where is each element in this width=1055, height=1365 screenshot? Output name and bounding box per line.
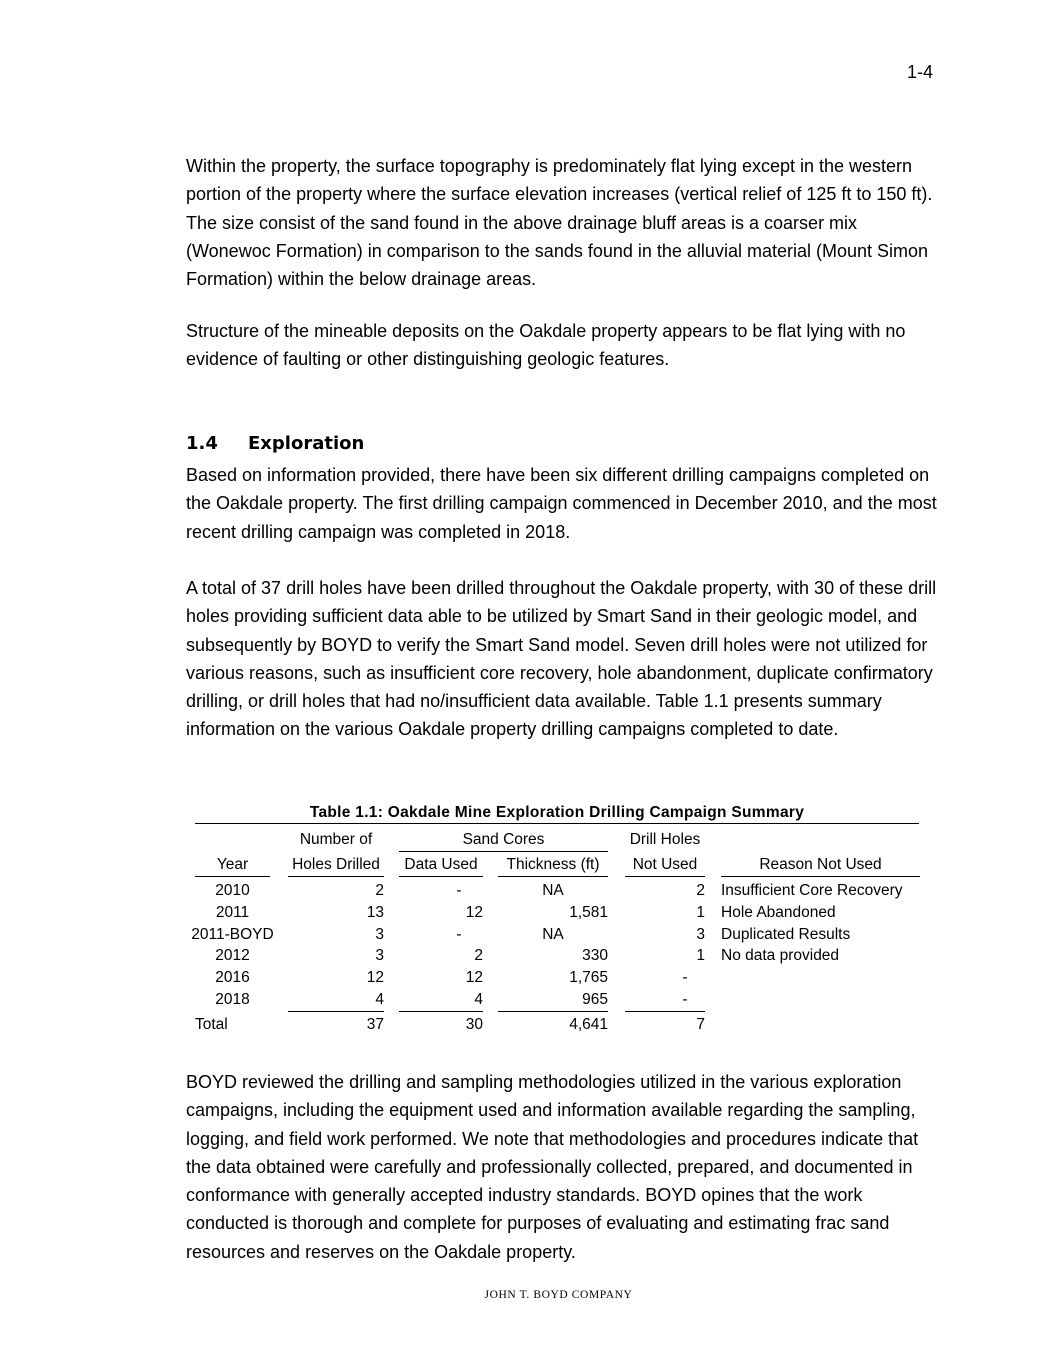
cell-year: 2011-BOYD — [191, 926, 274, 943]
cell-data-used: 12 — [465, 904, 483, 921]
header-underline — [625, 876, 705, 877]
total-label: Total — [195, 1016, 228, 1033]
cell-holes: 4 — [375, 991, 384, 1008]
cell-thickness: NA — [542, 882, 564, 899]
header-not-used: Not Used — [632, 856, 698, 873]
page-number: 1-4 — [906, 62, 933, 82]
total-thickness: 4,641 — [569, 1016, 608, 1033]
cell-reason: Duplicated Results — [721, 926, 851, 943]
header-reason: Reason Not Used — [759, 856, 882, 873]
header-data-used: Data Used — [404, 856, 478, 873]
total-underline — [498, 1011, 608, 1012]
section-heading — [186, 433, 364, 454]
header-underline — [288, 876, 384, 877]
cell-year: 2012 — [215, 947, 250, 964]
cell-year: 2010 — [215, 882, 250, 899]
header-underline — [195, 876, 270, 877]
header-underline — [399, 876, 483, 877]
cell-data-used: 2 — [474, 947, 483, 964]
paragraph-campaigns: Based on information provided, there have been six different drilling campaigns completed on the Oakdale property. The first drilling campaign commenced in December 2010, and the most recent drilling campaign was completed in 2018. — [186, 465, 937, 542]
cell-year: 2016 — [215, 969, 250, 986]
header-drill-holes-top: Drill Holes — [629, 831, 701, 848]
paragraph-methodology: BOYD reviewed the drilling and sampling methodologies utilized in the various exploration campaigns, including the equipment used and information available regarding the sampling, logging, and field work performed. We note that methodologies and procedures indicate that the data obtained were carefully and professionally collected, prepared, and documented in conformance with generally accepted industry standards. BOYD opines that the work conducted is thorough and complete for purposes of evaluating and estimating frac sand resources and reserves on the Oakdale property. — [186, 1072, 919, 1262]
header-holes-top: Number of — [299, 831, 373, 848]
cell-data-used: - — [456, 926, 462, 943]
cell-thickness: 965 — [582, 991, 608, 1008]
cell-year: 2018 — [215, 991, 250, 1008]
cell-year: 2011 — [215, 904, 250, 921]
sand-cores-underline — [399, 851, 608, 852]
cell-not-used: 1 — [696, 947, 705, 964]
cell-data-used: 4 — [474, 991, 483, 1008]
cell-not-used: - — [682, 991, 688, 1008]
cell-not-used: 2 — [696, 882, 705, 899]
cell-thickness: 1,765 — [569, 969, 608, 986]
footer-company: JOHN T. BOYD COMPANY — [484, 1289, 633, 1301]
cell-data-used: - — [456, 882, 462, 899]
cell-not-used: 1 — [696, 904, 705, 921]
cell-thickness: 330 — [582, 947, 608, 964]
total-not-used: 7 — [696, 1016, 705, 1033]
section-number: 1.4 — [186, 433, 218, 454]
cell-reason: Hole Abandoned — [721, 904, 836, 921]
cell-thickness: NA — [542, 926, 564, 943]
cell-holes: 13 — [366, 904, 384, 921]
total-underline — [288, 1011, 384, 1012]
total-underline — [625, 1011, 705, 1012]
total-underline — [399, 1011, 483, 1012]
paragraph-structure: Structure of the mineable deposits on the Oakdale property appears to be flat lying with no evidence of faulting or other distinguishing geologic features. — [186, 321, 906, 370]
cell-holes: 12 — [366, 969, 384, 986]
header-thickness: Thickness (ft) — [506, 856, 600, 873]
total-data-used: 30 — [465, 1016, 483, 1033]
table-title: Table 1.1: Oakdale Mine Exploration Drilling Campaign Summary — [195, 804, 919, 824]
header-sand-cores: Sand Cores — [462, 831, 545, 848]
cell-data-used: 12 — [465, 969, 483, 986]
cell-holes: 3 — [375, 947, 384, 964]
header-underline — [721, 876, 920, 877]
paragraph-topography: Within the property, the surface topography is predominately flat lying except in the western portion of the property where the surface elevation increases (vertical relief of 125 ft to 150 ft). The size consist of the sand found in the above drainage bluff areas is a coarser mix (Wonewoc Formation) in comparison to the sands found in the alluvial material (Mount Simon Formation) within the below drainage areas. — [186, 156, 933, 290]
cell-not-used: - — [682, 969, 688, 986]
header-underline — [498, 876, 608, 877]
cell-reason: No data provided — [721, 947, 840, 964]
total-holes: 37 — [366, 1016, 384, 1033]
paragraph-drill-holes: A total of 37 drill holes have been drilled throughout the Oakdale property, with 30 of these drill holes providing sufficient data able to be utilized by Smart Sand in their geologic model, and subsequently by BOYD to verify the Smart Sand model. Seven drill holes were not utilized for various reasons, such as insufficient core recovery, hole abandonment, duplicate confirmatory drilling, or drill holes that had no/insufficient data available. Table 1.1 presents summary information on the various Oakdale property drilling campaigns completed to date. — [186, 578, 937, 740]
cell-reason: Insufficient Core Recovery — [721, 882, 903, 899]
cell-thickness: 1,581 — [569, 904, 608, 921]
header-year: Year — [216, 856, 249, 873]
cell-holes: 2 — [375, 882, 384, 899]
header-holes-drilled: Holes Drilled — [292, 856, 380, 873]
section-title: Exploration — [248, 433, 365, 454]
cell-not-used: 3 — [696, 926, 705, 943]
cell-holes: 3 — [375, 926, 384, 943]
